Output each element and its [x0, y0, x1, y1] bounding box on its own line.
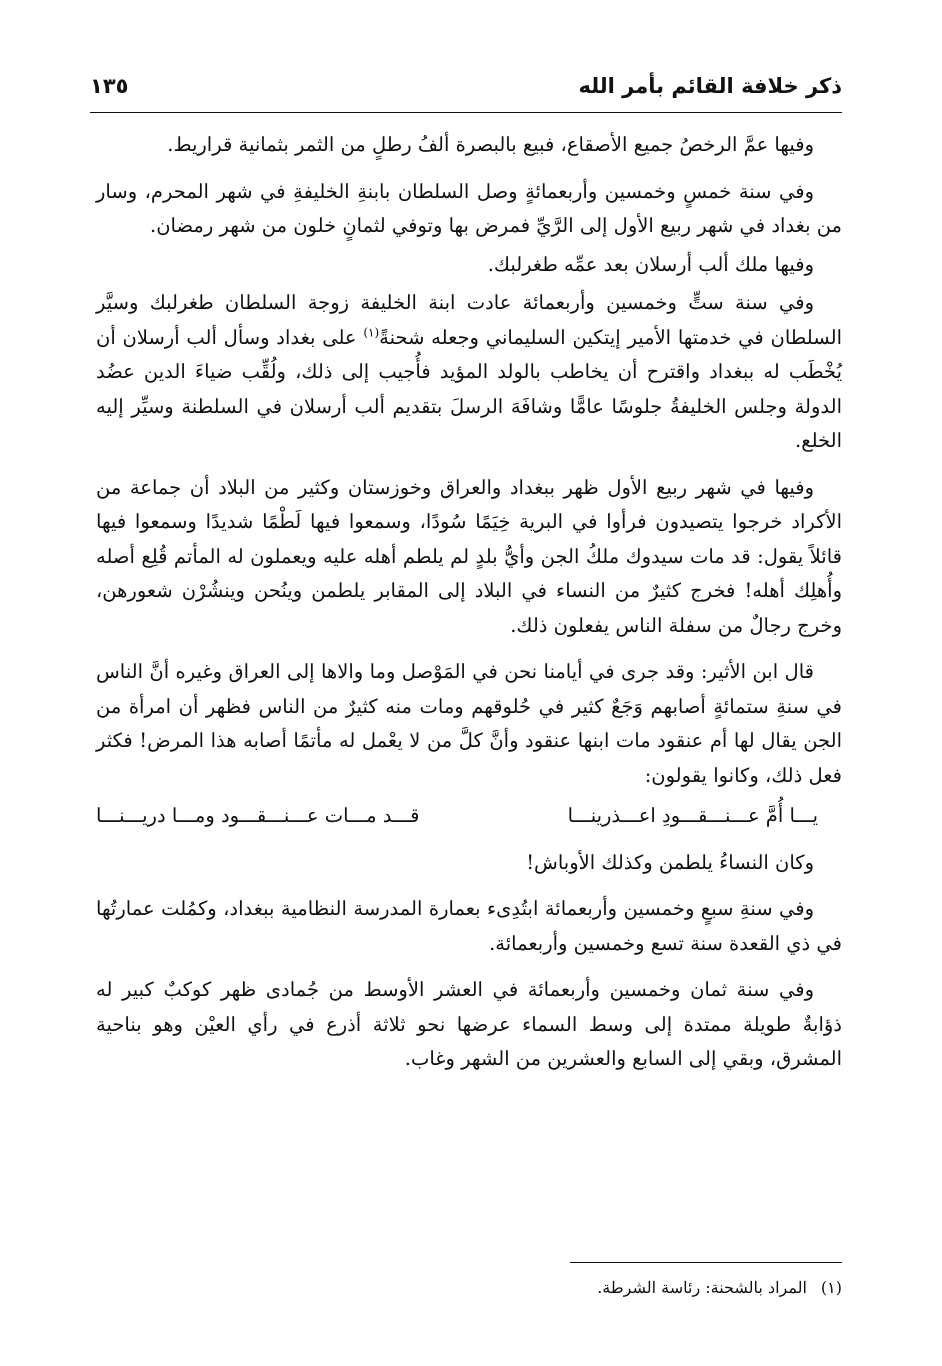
header-title: ذكر خلافة القائم بأمر الله [578, 74, 842, 98]
paragraph: وفي سنة خمسٍ وخمسين وأربعمائةٍ وصل السلطان بابنةِ الخليفةِ في شهر المحرم، وسار من بغداد في شهر ربيع الأول إلى الرَّيِّ فمرض بها وتوفي لثمانٍ خلون من شهر رمضان. [96, 179, 842, 237]
verse-first-hemistich: يـــا أُمَّ عـــنـــقـــودِ اعـــذرينـــا [567, 804, 818, 827]
page-number: ١٣٥ [90, 74, 129, 98]
paragraph: وفي سنةِ سبعٍ وخمسين وأربعمائة ابتُدِىء بعمارة المدرسة النظامية ببغداد، وكمُلت عمارتُها في ذي القعدة سنة تسع وخمسين وأربعمائة. [96, 897, 842, 955]
main-text [96, 128, 842, 1089]
paragraph: وكان النساءُ يلطمن وكذلك الأوباش! [526, 850, 814, 874]
poem-verse [96, 799, 842, 834]
verse-second-hemistich: قـــد مـــات عـــنـــقـــود ومـــا دريـــنـــا [96, 804, 420, 827]
footnote [96, 1274, 842, 1302]
paragraph: وفيها عمَّ الرخصُ جميع الأصقاع، فبيع بالبصرة ألفُ رطلٍ من الثمر بثمانية قراريط. [167, 133, 814, 156]
paragraph: وفيها ملك ألب أرسلان بعد عمِّه طغرلبك. [487, 252, 814, 276]
footnote-marker: (١) [820, 1278, 842, 1297]
footnote-text: المراد بالشحنة: رئاسة الشرطة. [597, 1278, 807, 1297]
paragraph-with-footnote-ref [96, 286, 842, 459]
paragraph: قال ابن الأثير: وقد جرى في أيامنا نحن في المَوْصل وما والاها إلى العراق وغيره أنَّ الناس في سنةِ ستمائةٍ أصابهم وَجَعٌ كثير في حُلوقهم ومات منه كثيرٌ من الناس فظهر أن امرأة من الجن يقال لها أم عنقود مات ابنها عنقود وأنَّ كلَّ من لا يعْمل له مأتمًا أصابه هذا المرض! فكثر فعل ذلك، وكانوا يقولون: [96, 660, 842, 787]
paragraph-text: على بغداد وسأل ألب أرسلان أن يُخْطَب له ببغداد واقترح أن يخاطب بالولد المؤيد فأُجيب إلى ذلك، ولُقِّب ضياءَ الدين عضُد الدولة وجلس الخليفةُ جلوسًا عامًّا وشافَهَ الرسلَ بتقديم ألب أرسلان في السلطنة وسيِّر إليه الخلع. [96, 325, 842, 452]
running-header [90, 70, 842, 113]
paragraph-text: وفي سنة ستٍّ وخمسين وأربعمائة عادت ابنة الخليفة زوجة السلطان طغرلبك وسيَّر السلطان في خدمتها الأمير إيتكين السليماني وجعله شحنةً [96, 291, 842, 349]
paragraph: وفيها في شهر ربيع الأول ظهر ببغداد والعراق وخوزستان وكثير من البلاد أن جماعة من الأكراد خرجوا يتصيدون فرأوا في البرية خِيَمًا سُودًا، وسمعوا فيها لَطْمًا شديدًا وسمعوا فيها قائلاً يقول: قد مات سيدوك ملكُ الجن وأيُّ بلدٍ لم يلطم أهله عليه ويعملون له المأتم قُلِع أصله وأُهلِك أهله! فخرج كثيرٌ من النساء في البلاد إلى المقابر يلطمن وينُحن وينشُرْن شعورهن، وخرج رجالٌ من سفلة الناس يفعلون ذلك. [96, 475, 842, 637]
footnote-ref: (١) [363, 325, 380, 339]
footnote-divider [570, 1262, 842, 1263]
paragraph: وفي سنة ثمان وخمسين وأربعمائة في العشر الأوسط من جُمادى ظهر كوكبٌ كبير له ذؤابةٌ طويلة ممتدة إلى وسط السماء عرضها نحو ثلاثة أذرع في رأي العيْن وهو بناحية المشرق، وبقي إلى السابع والعشرين من الشهر وغاب. [96, 978, 842, 1070]
